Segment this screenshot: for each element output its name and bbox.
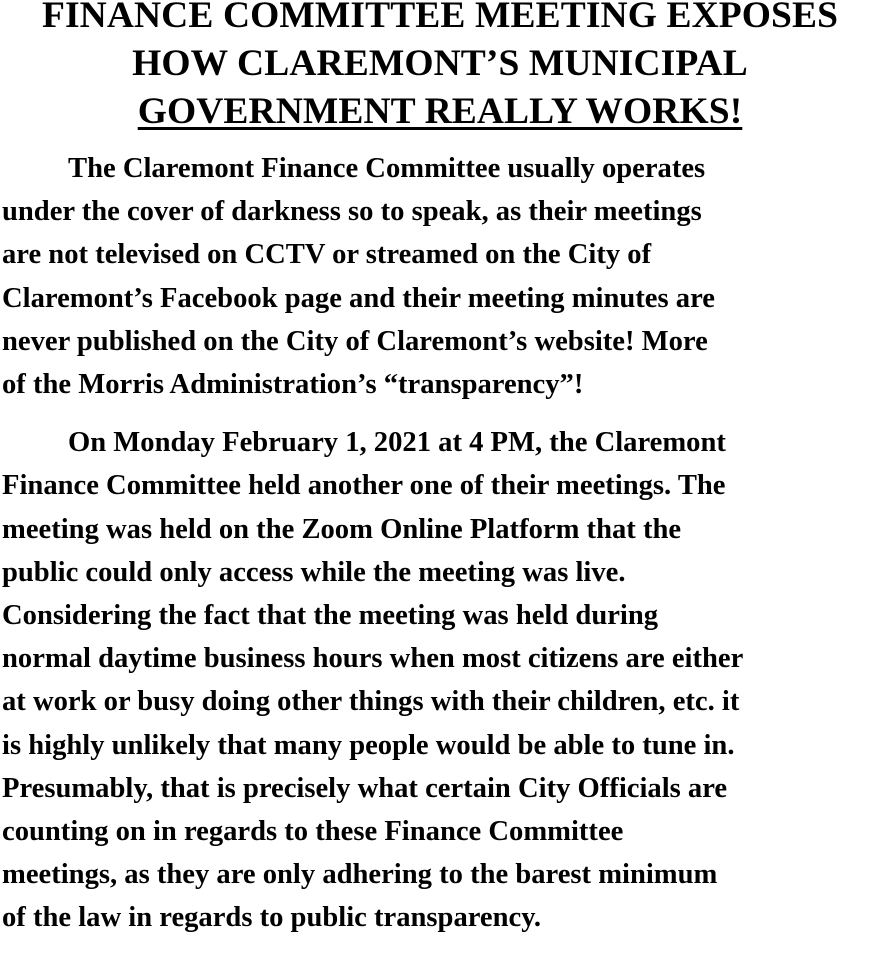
headline-line: HOW CLAREMONT’S MUNICIPAL	[132, 43, 748, 84]
article-body	[0, 147, 880, 940]
paragraph-line: never published on the City of Claremont’s website! More	[2, 325, 708, 357]
headline	[0, 0, 880, 136]
paragraph-line: is highly unlikely that many people would be able to tune in.	[2, 729, 735, 761]
paragraph-line: at work or busy doing other things with their children, etc. it	[2, 686, 740, 718]
paragraph-line: of the law in regards to public transparency.	[2, 902, 542, 934]
paragraph-line: Claremont’s Facebook page and their meeting minutes are	[2, 282, 715, 314]
paragraph-line: Presumably, that is precisely what certain City Officials are	[2, 772, 728, 804]
headline-line: FINANCE COMMITTEE MEETING EXPOSES	[41, 0, 839, 36]
paragraph-line: are not televised on CCTV or streamed on the City of	[2, 239, 652, 271]
paragraph-line: of the Morris Administration’s “transparency”!	[2, 369, 584, 401]
paragraph-line: meeting was held on the Zoom Online Platform that the	[2, 513, 682, 545]
paragraph-line: meetings, as they are only adhering to the barest minimum	[2, 859, 718, 891]
paragraph-line: counting on in regards to these Finance Committee	[2, 816, 624, 848]
paragraph-line: The Claremont Finance Committee usually operates	[68, 153, 706, 184]
paragraph	[2, 421, 880, 939]
paragraph-line: On Monday February 1, 2021 at 4 PM, the Claremont	[68, 427, 726, 459]
paragraph-line: normal daytime business hours when most citizens are either	[2, 643, 744, 675]
paragraph	[2, 147, 880, 406]
paragraph-line: public could only access while the meeting was live.	[2, 556, 626, 588]
headline-line-underlined: GOVERNMENT REALLY WORKS!	[137, 91, 743, 132]
paragraph-line: Finance Committee held another one of their meetings. The	[2, 470, 726, 502]
paragraph-line: Considering the fact that the meeting was held during	[2, 600, 659, 632]
paragraph-line: under the cover of darkness so to speak, as their meetings	[2, 196, 702, 228]
